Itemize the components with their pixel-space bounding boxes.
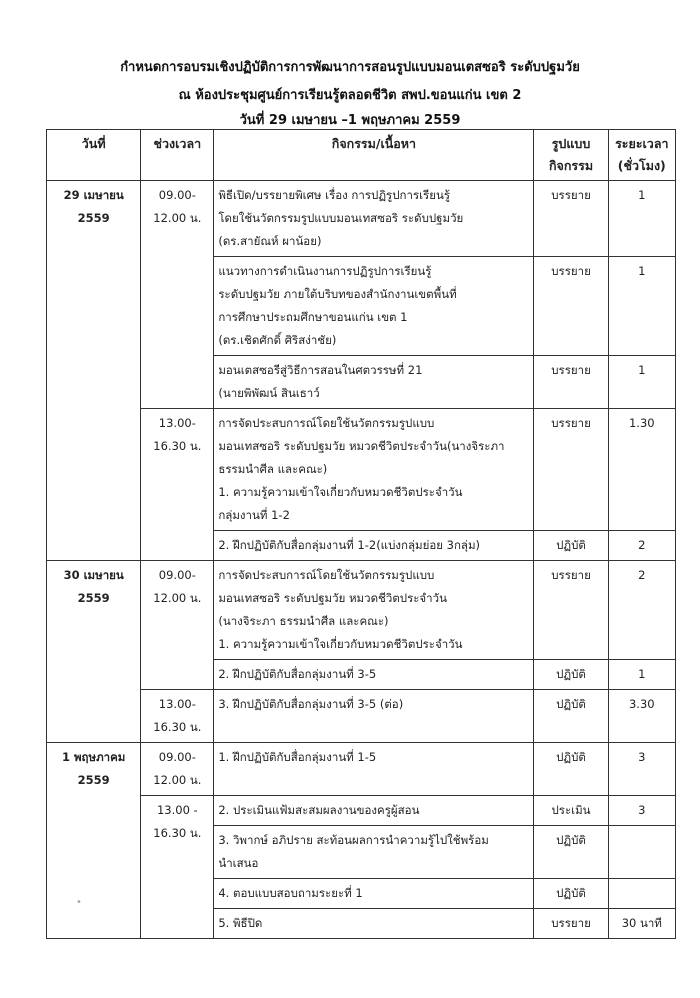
activity-line: (นางจิระภา ธรรมนำศีล และคณะ)	[218, 614, 389, 628]
activity-cell	[214, 356, 534, 409]
document-dates: วันที่ 29 เมษายน –1 พฤษภาคม 2559	[239, 113, 461, 128]
date-cell	[47, 181, 141, 561]
activity-cell	[214, 909, 534, 939]
activity-line: มอนเทสซอริ ระดับปฐมวัย หมวดชีวิตประจำวัน(นางจิระภา	[218, 439, 505, 453]
format-cell: บรรยาย	[534, 356, 608, 409]
duration-cell: 3.30	[608, 690, 675, 743]
header-format: รูปแบบ กิจกรรม	[534, 130, 608, 181]
activity-line: 5. พิธีปิด	[218, 916, 263, 930]
date-cell	[47, 561, 141, 743]
duration-cell: 3	[608, 743, 675, 796]
date-year: 2559	[77, 591, 110, 605]
time-end: 12.00 น.	[153, 211, 202, 225]
activity-line: มอนเทสซอริ ระดับปฐมวัย หมวดชีวิตประจำวัน	[218, 591, 447, 605]
duration-cell: 1	[608, 257, 675, 356]
time-cell	[141, 743, 214, 796]
activity-line: 2. ประเมินแฟ้มสะสมผลงานของครูผู้สอน	[218, 803, 420, 817]
format-cell: ปฏิบัติ	[534, 879, 608, 909]
activity-line: แนวทางการดำเนินงานการปฏิรูปการเรียนรู้	[218, 264, 432, 278]
schedule-table	[46, 129, 676, 939]
table-row	[47, 181, 676, 257]
format-cell: บรรยาย	[534, 409, 608, 531]
activity-cell	[214, 561, 534, 660]
time-end: 16.30 น.	[153, 826, 202, 840]
activity-cell	[214, 181, 534, 257]
format-cell: ปฏิบัติ	[534, 660, 608, 690]
duration-cell: 2	[608, 531, 675, 561]
schedule-body	[47, 181, 676, 939]
activity-line: (ดร.เชิดศักดิ์ ศิริสง่าชัย)	[218, 333, 337, 347]
header-activity: กิจกรรม/เนื้อหา	[214, 130, 534, 181]
activity-cell	[214, 257, 534, 356]
time-cell	[141, 690, 214, 743]
activity-line: มอนเตสซอรีสู่วิธีการสอนในศตวรรษที่ 21	[218, 363, 423, 377]
activity-cell	[214, 796, 534, 826]
date-day: 30 เมษายน	[63, 568, 124, 582]
duration-cell	[608, 826, 675, 879]
format-cell: ปฏิบัติ	[534, 690, 608, 743]
date-cell	[47, 743, 141, 939]
time-cell	[141, 181, 214, 409]
table-row	[47, 561, 676, 660]
duration-cell: 1	[608, 356, 675, 409]
activity-line: 1. ฝึกปฏิบัติกับสื่อกลุ่มงานที่ 1-5	[218, 750, 377, 764]
duration-cell: 2	[608, 561, 675, 660]
activity-line: กลุ่มงานที่ 1-2	[218, 508, 290, 522]
activity-cell	[214, 690, 534, 743]
time-end: 16.30 น.	[153, 720, 202, 734]
duration-cell: 1	[608, 660, 675, 690]
time-start: 09.00-	[158, 188, 196, 202]
time-start: 09.00-	[158, 568, 196, 582]
date-day: 29 เมษายน	[63, 188, 124, 202]
activity-line: การจัดประสบการณ์โดยใช้นวัตกรรมรูปแบบ	[218, 568, 435, 582]
format-cell: ปฏิบัติ	[534, 826, 608, 879]
format-cell: บรรยาย	[534, 909, 608, 939]
format-cell: บรรยาย	[534, 181, 608, 257]
activity-line: 4. ตอบแบบสอบถามระยะที่ 1	[218, 886, 363, 900]
date-day: 1 พฤษภาคม	[61, 750, 126, 764]
table-row	[47, 409, 676, 531]
duration-cell: 1.30	[608, 409, 675, 531]
document-title: กำหนดการอบรมเชิงปฏิบัติการการพัฒนาการสอนรูปแบบมอนเตสซอริ ระดับปฐมวัย	[120, 60, 580, 75]
time-start: 13.00-	[158, 697, 196, 711]
duration-cell: 3	[608, 796, 675, 826]
activity-cell	[214, 531, 534, 561]
activity-cell	[214, 879, 534, 909]
activity-line: ธรรมนำศีล และคณะ)	[218, 462, 328, 476]
table-row	[47, 796, 676, 826]
activity-line: ระดับปฐมวัย ภายใต้บริบทของสำนักงานเขตพื้นที่	[218, 287, 457, 301]
activity-line: พิธีเปิด/บรรยายพิเศษ เรื่อง การปฏิรูปการเรียนรู้	[218, 188, 451, 202]
time-cell	[141, 409, 214, 561]
activity-cell	[214, 743, 534, 796]
format-cell: บรรยาย	[534, 257, 608, 356]
time-end: 12.00 น.	[153, 773, 202, 787]
activity-line: (นายพิพัฒน์ สินเธาว์	[218, 386, 320, 400]
activity-line: 2. ฝึกปฏิบัติกับสื่อกลุ่มงานที่ 3-5	[218, 667, 377, 681]
header-time: ช่วงเวลา	[141, 130, 214, 181]
activity-line: การศึกษาประถมศึกษาขอนแก่น เขต 1	[218, 310, 408, 324]
format-cell: ปฏิบัติ	[534, 743, 608, 796]
activity-cell	[214, 826, 534, 879]
header-row	[47, 130, 676, 181]
activity-line: (ดร.สายัณห์ ผาน้อย)	[218, 234, 322, 248]
time-cell	[141, 796, 214, 939]
format-cell: ประเมิน	[534, 796, 608, 826]
time-start: 13.00 -	[156, 803, 198, 817]
activity-line: 3. ฝึกปฏิบัติกับสื่อกลุ่มงานที่ 3-5 (ต่อ)	[218, 697, 404, 711]
time-end: 12.00 น.	[153, 591, 202, 605]
time-start: 13.00-	[158, 416, 196, 430]
activity-cell	[214, 409, 534, 531]
table-row	[47, 690, 676, 743]
duration-cell: 1	[608, 181, 675, 257]
time-start: 09.00-	[158, 750, 196, 764]
header-date: วันที่	[47, 130, 141, 181]
page-mark: •	[76, 897, 82, 908]
activity-line: 1. ความรู้ความเข้าใจเกี่ยวกับหมวดชีวิตประจำวัน	[218, 485, 463, 499]
activity-cell	[214, 660, 534, 690]
activity-line: 1. ความรู้ความเข้าใจเกี่ยวกับหมวดชีวิตประจำวัน	[218, 637, 463, 651]
activity-line: 3. วิพากษ์ อภิปราย สะท้อนผลการนำความรู้ไปใช้พร้อม	[218, 833, 489, 847]
format-cell: บรรยาย	[534, 561, 608, 660]
header-duration: ระยะเวลา (ชั่วโมง)	[608, 130, 675, 181]
time-end: 16.30 น.	[153, 439, 202, 453]
format-cell: ปฏิบัติ	[534, 531, 608, 561]
activity-line: โดยใช้นวัตกรรมรูปแบบมอนเทสซอริ ระดับปฐมวัย	[218, 211, 464, 225]
activity-line: 2. ฝึกปฏิบัติกับสื่อกลุ่มงานที่ 1-2(แบ่งกลุ่มย่อย 3กลุ่ม)	[218, 538, 481, 552]
date-year: 2559	[77, 211, 110, 225]
duration-cell: 30 นาที	[608, 909, 675, 939]
date-year: 2559	[77, 773, 110, 787]
table-row	[47, 743, 676, 796]
activity-line: นำเสนอ	[218, 856, 259, 870]
activity-line: การจัดประสบการณ์โดยใช้นวัตกรรมรูปแบบ	[218, 416, 435, 430]
duration-cell	[608, 879, 675, 909]
document-venue: ณ ห้องประชุมศูนย์การเรียนรู้ตลอดชีวิต สพป.ขอนแก่น เขต 2	[178, 88, 522, 103]
time-cell	[141, 561, 214, 690]
